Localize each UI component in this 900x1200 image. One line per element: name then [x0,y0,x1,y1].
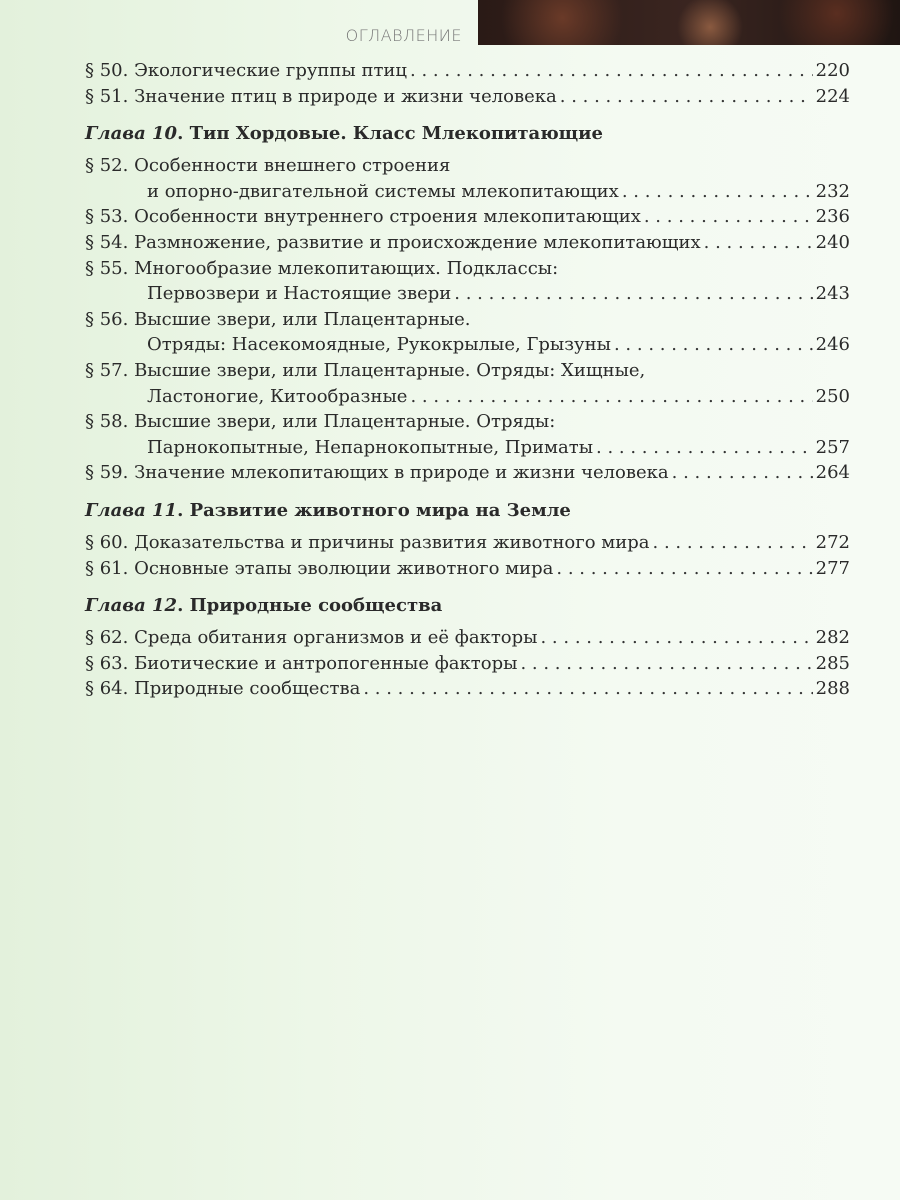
toc-entry [85,627,850,651]
toc-entry [85,653,850,677]
dot-leader [520,653,812,674]
toc-entry-title: § 60. Доказательства и причины развития животного мира [85,532,650,553]
toc-entry-title: Первозвери и Настоящие звери [147,283,452,305]
header-photo [478,0,900,45]
toc-page-number: 246 [815,334,850,356]
toc-entry-title: § 57. Высшие звери, или Плацентарные. Отряды: Хищные, [85,360,646,381]
dot-leader [560,86,813,107]
chapter-label: Глава 12 [85,595,178,617]
running-head: ОГЛАВЛЕНИЕ [345,26,462,45]
chapter-heading [85,595,442,616]
dot-leader [540,627,812,648]
toc-entry [85,309,850,333]
toc-page-number: 272 [815,532,850,553]
dot-leader [410,60,813,81]
toc-entry [85,60,850,84]
dot-leader [644,206,813,227]
toc-page-number: 285 [815,652,850,674]
chapter-label: Глава 11 [85,500,178,521]
dot-leader [622,181,813,202]
toc-entry-title: § 63. Биотические и антропогенные факторы [85,652,518,674]
toc-entry [85,411,850,435]
dot-leader [556,558,812,579]
toc-entry [85,258,850,282]
toc-page-number: 277 [815,557,850,579]
dot-leader [363,678,812,699]
dot-leader [672,462,813,483]
toc-entry-title: § 52. Особенности внешнего строения [85,155,451,177]
toc-page-number: 236 [815,206,850,228]
toc-entry-title: Отряды: Насекомоядные, Рукокрылые, Грызуны [147,334,611,356]
toc-entry [85,181,850,205]
toc-entry-title: § 51. Значение птиц в природе и жизни человека [85,85,557,107]
toc-entry-title: Ластоногие, Китообразные [147,385,408,407]
chapter-heading [85,123,603,144]
toc-page-number: 240 [815,232,850,253]
toc-entry [85,283,850,307]
toc-entry-title: § 50. Экологические группы птиц [85,60,407,81]
toc-entry-title: § 56. Высшие звери, или Плацентарные. [85,308,471,330]
toc-entry [85,360,850,384]
toc-entry [85,558,850,582]
toc-page-number: 224 [815,85,850,107]
dot-leader [704,232,813,253]
toc-entry-title: § 61. Основные этапы эволюции животного мира [85,557,554,579]
chapter-label: Глава 10 [85,123,178,145]
dot-leader [454,283,812,304]
chapter-title: . Тип Хордовые. Класс Млекопитающие [177,123,603,145]
toc-page-number: 288 [815,678,850,700]
dot-leader [410,386,812,407]
toc-entry-title: § 64. Природные сообщества [85,678,361,700]
dot-leader [596,437,813,458]
toc-page-number: 250 [815,385,850,407]
toc-entry [85,437,850,461]
toc-entry [85,86,850,110]
toc-page-number: 282 [815,627,850,649]
toc-page-number: 257 [815,436,850,458]
toc-entry [85,678,850,702]
chapter-title: . Развитие животного мира на Земле [177,500,571,521]
chapter-heading [85,500,571,521]
toc-entry-title: § 59. Значение млекопитающих в природе и жизни человека [85,462,669,484]
toc-entry-title: § 53. Особенности внутреннего строения млекопитающих [85,206,641,228]
dot-leader [653,532,813,553]
toc-entry-title: § 55. Многообразие млекопитающих. Подклассы: [85,257,559,279]
toc-entry-title: Парнокопытные, Непарнокопытные, Приматы [147,436,594,458]
toc-entry [85,386,850,410]
toc-entry [85,334,850,358]
toc-entry [85,462,850,486]
toc-entry-title: § 54. Размножение, развитие и происхождение млекопитающих [85,232,701,253]
toc-page-number: 220 [815,60,850,81]
toc-entry [85,232,850,256]
toc-entry-title: § 62. Среда обитания организмов и её факторы [85,627,538,649]
toc-page-number: 264 [815,462,850,484]
dot-leader [614,334,813,355]
chapter-title: . Природные сообщества [177,595,443,617]
toc-page-number: 243 [815,283,850,305]
toc-entry [85,206,850,230]
toc-entry-title: § 58. Высшие звери, или Плацентарные. Отряды: [85,411,556,433]
toc-entry-title: и опорно-двигательной системы млекопитающих [147,180,619,202]
toc-entry [85,532,850,556]
toc-entry [85,155,850,179]
toc-page-number: 232 [815,180,850,202]
